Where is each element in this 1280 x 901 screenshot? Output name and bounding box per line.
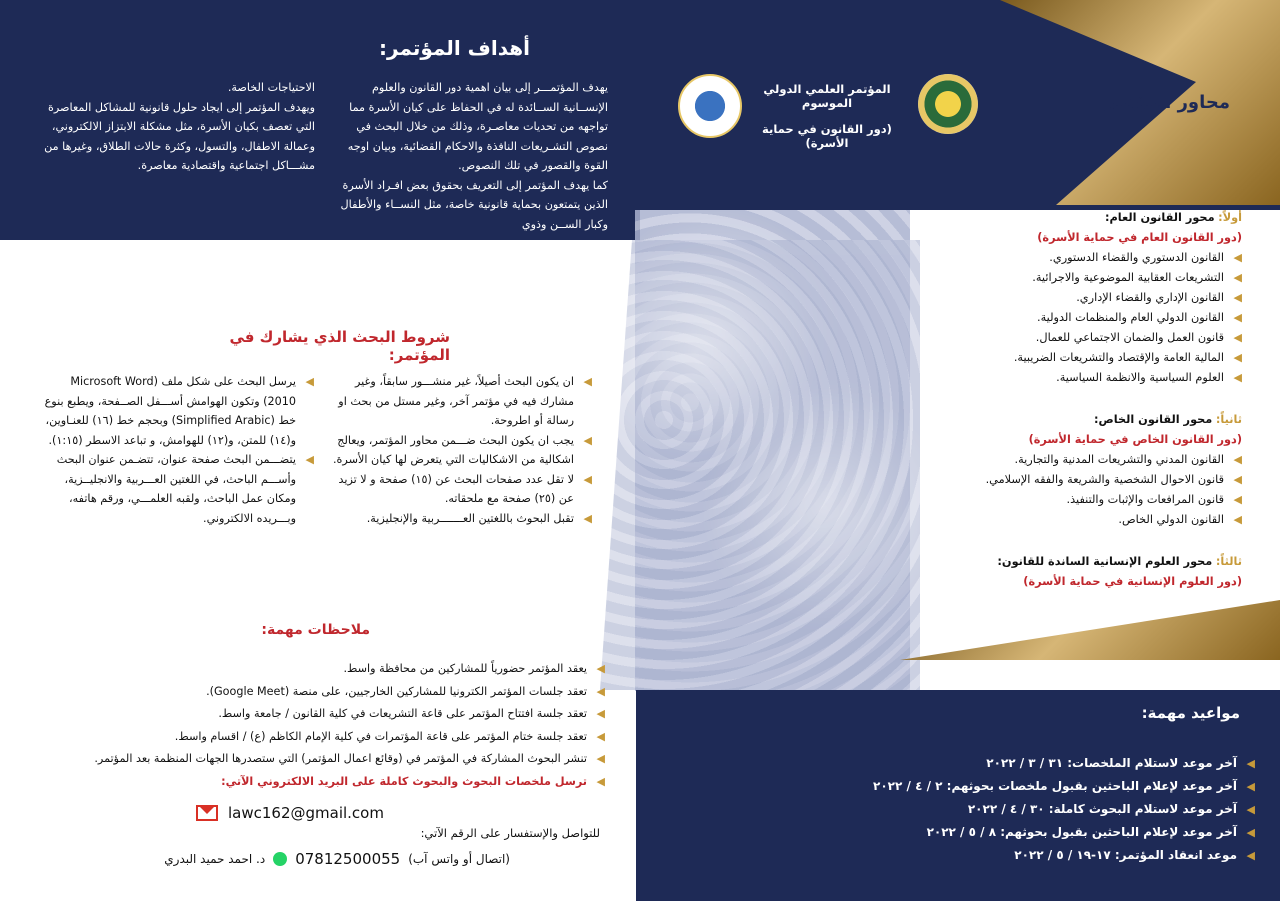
conference-title <box>742 82 912 150</box>
axis-1-subtitle: (دور القانون العام في حماية الأسرة) <box>1037 231 1242 244</box>
conference-line1: المؤتمر العلمي الدولي الموسوم <box>763 82 891 110</box>
list-item: ◀ العلوم السياسية والانظمة السياسية. <box>912 368 1242 388</box>
list-item: ◀ التشريعات العقابية الموضوعية والاجرائية. <box>912 268 1242 288</box>
list-item: ◀ تنشر البحوث المشاركة في المؤتمر في (وقائع اعمال المؤتمر) التي ستصدرها الجهات المنظمة بعد المؤتمر. <box>20 748 605 771</box>
goals-paragraph-4: ويهدف المؤتمر إلى ايجاد حلول قانونية للمشاكل المعاصرة التي تعصف بكيان الأسرة، مثل مشكلة الابتزاز الالكتروني، وعمالة الاطفال، والتسول، وكثرة حالات الطلاق، وغيرها من مشـــاكل اجتماعية واقتصادية معاصرة. <box>44 100 315 172</box>
conditions-title: شروط البحث الذي يشارك في المؤتمر: <box>229 328 450 364</box>
axis-1-name: محور القانون العام: <box>1105 211 1215 224</box>
axis-3-number: ثالثاً: <box>1215 555 1242 568</box>
university-logo <box>918 74 978 134</box>
goals-title: أهداف المؤتمر: <box>379 36 530 60</box>
crowd-photo-mid <box>600 240 920 690</box>
gold-banner-mid <box>900 600 1280 660</box>
conference-line2: (دور القانون في حماية الأسرة) <box>762 122 892 150</box>
axis-3-subtitle: (دور العلوم الإنسانية في حماية الأسرة) <box>1023 575 1242 588</box>
list-item: ◀ آخر موعد لاستلام الملخصات: ٣١ / ٣ / ٢٠٢٢ <box>700 752 1255 775</box>
college-logo <box>678 74 742 138</box>
conditions-list-left <box>42 372 314 528</box>
goals-paragraph-1: يهدف المؤتمـــر إلى بيان اهمية دور القانون والعلوم الإنســانية الســائدة له في الحفاظ على كيان الأسرة مما تواجهه من تحديات معاصـرة، وذلك من خلال البحث في نصوص التشـريعات النافذة والاحكام القضائية، وبيان اوجه القوة والقصور في تلك النصوص. <box>347 81 608 172</box>
whatsapp-icon <box>273 852 287 866</box>
axis-2-subtitle: (دور القانون الخاص في حماية الأسرة) <box>1028 433 1242 446</box>
goals-paragraph-3: الاحتياجات الخاصة. <box>227 81 315 94</box>
list-item: ◀ يتضـــمن البحث صفحة عنوان، تتضـمن عنوان البحث وأســـم الباحث، في اللغتين العـــربية والانجليــزية، ومكان عمل الباحث، ولقبه العلمـــي، ورقم هاتفه، وبـــريده الالكتروني. <box>42 450 314 528</box>
contact-name: د. احمد حميد البدري <box>164 852 266 866</box>
axis-1-list <box>912 248 1242 388</box>
contact-line: للتواصل والإستفسار على الرقم الآتي: <box>420 826 600 840</box>
conditions-list-right <box>330 372 592 528</box>
phone-number[interactable]: 07812500055 <box>295 850 401 868</box>
list-item: ◀ آخر موعد لإعلام الباحثين بقبول بحوثهم: ٨ / ٥ / ٢٠٢٢ <box>700 821 1255 844</box>
gmail-icon <box>196 805 218 821</box>
axis-group-3 <box>912 552 1242 592</box>
list-item: ◀ تقبل البحوث باللغتين العـــــــربية والإنجليزية. <box>330 509 592 529</box>
axis-3-name: محور العلوم الإنسانية الساندة للقانون: <box>997 555 1213 568</box>
list-item: ◀ تعقد جلسة ختام المؤتمر على قاعة المؤتمرات في كلية الإمام الكاظم (ع) / اقسام واسط. <box>20 726 605 749</box>
phone-note: (اتصال أو واتس آب) <box>408 852 510 866</box>
list-item: ◀ يعقد المؤتمر حضورياً للمشاركين من محافظة واسط. <box>20 658 605 681</box>
axis-2-number: ثانياً: <box>1215 413 1242 426</box>
list-item: ◀ يجب ان يكون البحث ضـــمن محاور المؤتمر، ويعالج اشكالية من الاشكاليات التي يتعرض لها كيان الأسرة. <box>330 431 592 470</box>
list-item: ◀ لا تقل عدد صفحات البحث عن (١٥) صفحة و لا تزيد عن (٢٥) صفحة مع ملحقاته. <box>330 470 592 509</box>
axes-title: محاور المؤتمر: <box>1097 92 1230 113</box>
list-item: ◀ تعقد جلسة افتتاح المؤتمر على قاعة التشريعات في كلية القانون / جامعة واسط. <box>20 703 605 726</box>
email-link[interactable]: lawc162@gmail.com <box>228 804 384 822</box>
axes-section <box>912 208 1242 592</box>
goals-paragraph-2: كما يهدف المؤتمر إلى التعريف بحقوق بعض افـراد الأسرة الذين يتمتعون بحماية قانونية خاصة، مثل النســاء والأطفال وكبار الســن وذوي <box>340 178 608 231</box>
axis-2-name: محور القانون الخاص: <box>1094 413 1213 426</box>
list-item: ◀ ان يكون البحث أصيلاً، غير منشـــور سابقاً، وغير مشارك فيه في مؤتمر آخر، وغير مستل من بحث او رسالة أو اطروحة. <box>330 372 592 431</box>
list-item: ◀ آخر موعد لاستلام البحوث كاملة: ٣٠ / ٤ / ٢٠٢٢ <box>700 798 1255 821</box>
list-item: ◀ تعقد جلسات المؤتمر الكترونيا للمشاركين الخارجيين، على منصة (Google Meet). <box>20 681 605 704</box>
email-row <box>196 804 384 822</box>
contact-row <box>110 850 510 868</box>
dates-title: مواعيد مهمة: <box>1141 704 1240 722</box>
list-item: ◀ قانون العمل والضمان الاجتماعي للعمال. <box>912 328 1242 348</box>
list-item: ◀ القانون الدولي العام والمنظمات الدولية. <box>912 308 1242 328</box>
goals-column-right <box>330 78 608 234</box>
list-item: ◀ يرسل البحث على شكل ملف (Microsoft Word 2010) وتكون الهوامش أســـفل الصــفحة، ويطبع بنوع خط (Simplified Arabic) وبحجم خط (١٦) للعنـاوين، و(١٤) للمتن، و(١٢) للهوامش، و تباعد الاسطر (١:١٥). <box>42 372 314 450</box>
axis-group-2 <box>912 410 1242 530</box>
send-line: ◀ ترسل ملخصات البحوث والبحوث كاملة على البريد الالكتروني الآتي: <box>20 771 605 794</box>
axis-1-number: أولاً: <box>1218 211 1242 224</box>
list-item: ◀ القانون الدستوري والقضاء الدستوري. <box>912 248 1242 268</box>
list-item: ◀ القانون الإداري والقضاء الإداري. <box>912 288 1242 308</box>
notes-title: ملاحظات مهمة: <box>261 622 370 638</box>
axis-group-1 <box>912 208 1242 388</box>
list-item: ◀ موعد انعقاد المؤتمر: ١٧-١٩ / ٥ / ٢٠٢٢ <box>700 844 1255 867</box>
list-item: ◀ آخر موعد لإعلام الباحثين بقبول ملخصات بحوثهم: ٢ / ٤ / ٢٠٢٢ <box>700 775 1255 798</box>
list-item: ◀ المالية العامة والإقتصاد والتشريعات الضريبية. <box>912 348 1242 368</box>
list-item: ◀ القانون المدني والتشريعات المدنية والتجارية. <box>912 450 1242 470</box>
axis-2-list <box>912 450 1242 530</box>
list-item: ◀ القانون الدولي الخاص. <box>912 510 1242 530</box>
goals-column-left <box>30 78 315 176</box>
notes-list <box>20 658 605 794</box>
list-item: ◀ قانون الاحوال الشخصية والشريعة والفقه الإسلامي. <box>912 470 1242 490</box>
dates-list <box>700 752 1255 867</box>
list-item: ◀ قانون المرافعات والإثبات والتنفيذ. <box>912 490 1242 510</box>
